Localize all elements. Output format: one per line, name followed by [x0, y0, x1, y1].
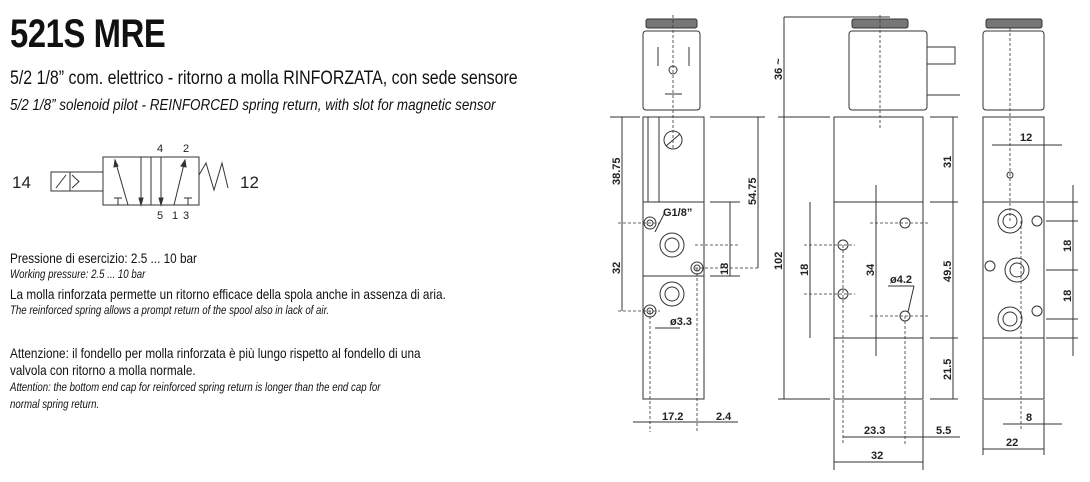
drawing-front-view	[770, 0, 970, 482]
valve-symbol	[0, 130, 300, 230]
dim-32: 32	[611, 261, 623, 274]
dim-49-5: 49.5	[942, 260, 954, 282]
drawing-side-view	[600, 0, 780, 482]
dim-102: 102	[773, 251, 785, 270]
subtitle-italian: 5/2 1/8” com. elettrico - ritorno a molla RINFORZATA, con sede sensore	[10, 68, 518, 89]
spring-it: La molla rinforzata permette un ritorno efficace della spola anche in assenza di aria.	[10, 286, 446, 302]
attention-en-line2: normal spring return.	[10, 399, 100, 411]
label-hole-4-2: ø4.2	[890, 274, 913, 286]
port-14: 14	[12, 173, 31, 192]
subtitle-english: 5/2 1/8” solenoid pilot - REINFORCED spring return, with slot for magnetic sensor	[10, 97, 496, 114]
dim-18: 18	[719, 262, 731, 275]
dim-23-3: 23.3	[864, 425, 886, 437]
attention-it-line1: Attenzione: il fondello per molla rinforzata è più lungo rispetto al fondello di una	[10, 345, 421, 361]
dim-21-5: 21.5	[942, 358, 954, 380]
port-12: 12	[240, 173, 259, 192]
dim-54-75: 54.75	[747, 177, 759, 205]
port-2: 2	[183, 143, 190, 155]
dim-18-end-1: 18	[1062, 239, 1074, 252]
dim-34: 34	[865, 263, 877, 276]
dim-36: 36 ~	[773, 58, 785, 80]
port-3: 3	[183, 210, 190, 222]
product-title: 521S MRE	[10, 12, 166, 56]
dim-2-4: 2.4	[716, 411, 732, 423]
attention-en-line1: Attention: the bottom end cap for reinforced spring return is longer than the end cap for	[10, 382, 381, 394]
dim-18-end-2: 18	[1062, 289, 1074, 302]
label-hole-3-3: ø3.3	[670, 316, 693, 328]
port-1: 1	[172, 210, 179, 222]
port-4: 4	[157, 143, 164, 155]
dim-22: 22	[1006, 437, 1019, 449]
pressure-en: Working pressure: 2.5 ... 10 bar	[10, 269, 146, 281]
dim-17-2: 17.2	[662, 411, 684, 423]
dim-5-5: 5.5	[936, 425, 952, 437]
dim-18-front: 18	[799, 263, 811, 276]
attention-it-line2: valvola con ritorno a molla normale.	[10, 362, 196, 378]
spring-en: The reinforced spring allows a prompt return of the spool also in lack of air.	[10, 305, 330, 317]
dim-12: 12	[1020, 132, 1033, 144]
port-5: 5	[157, 210, 164, 222]
drawing-end-view	[960, 0, 1090, 482]
pressure-it: Pressione di esercizio: 2.5 ... 10 bar	[10, 250, 197, 266]
dim-31: 31	[942, 155, 954, 168]
label-g1-8: G1/8”	[663, 207, 693, 219]
dim-8: 8	[1026, 412, 1033, 424]
dim-32-front: 32	[871, 450, 884, 462]
dim-38-75: 38.75	[611, 157, 623, 185]
